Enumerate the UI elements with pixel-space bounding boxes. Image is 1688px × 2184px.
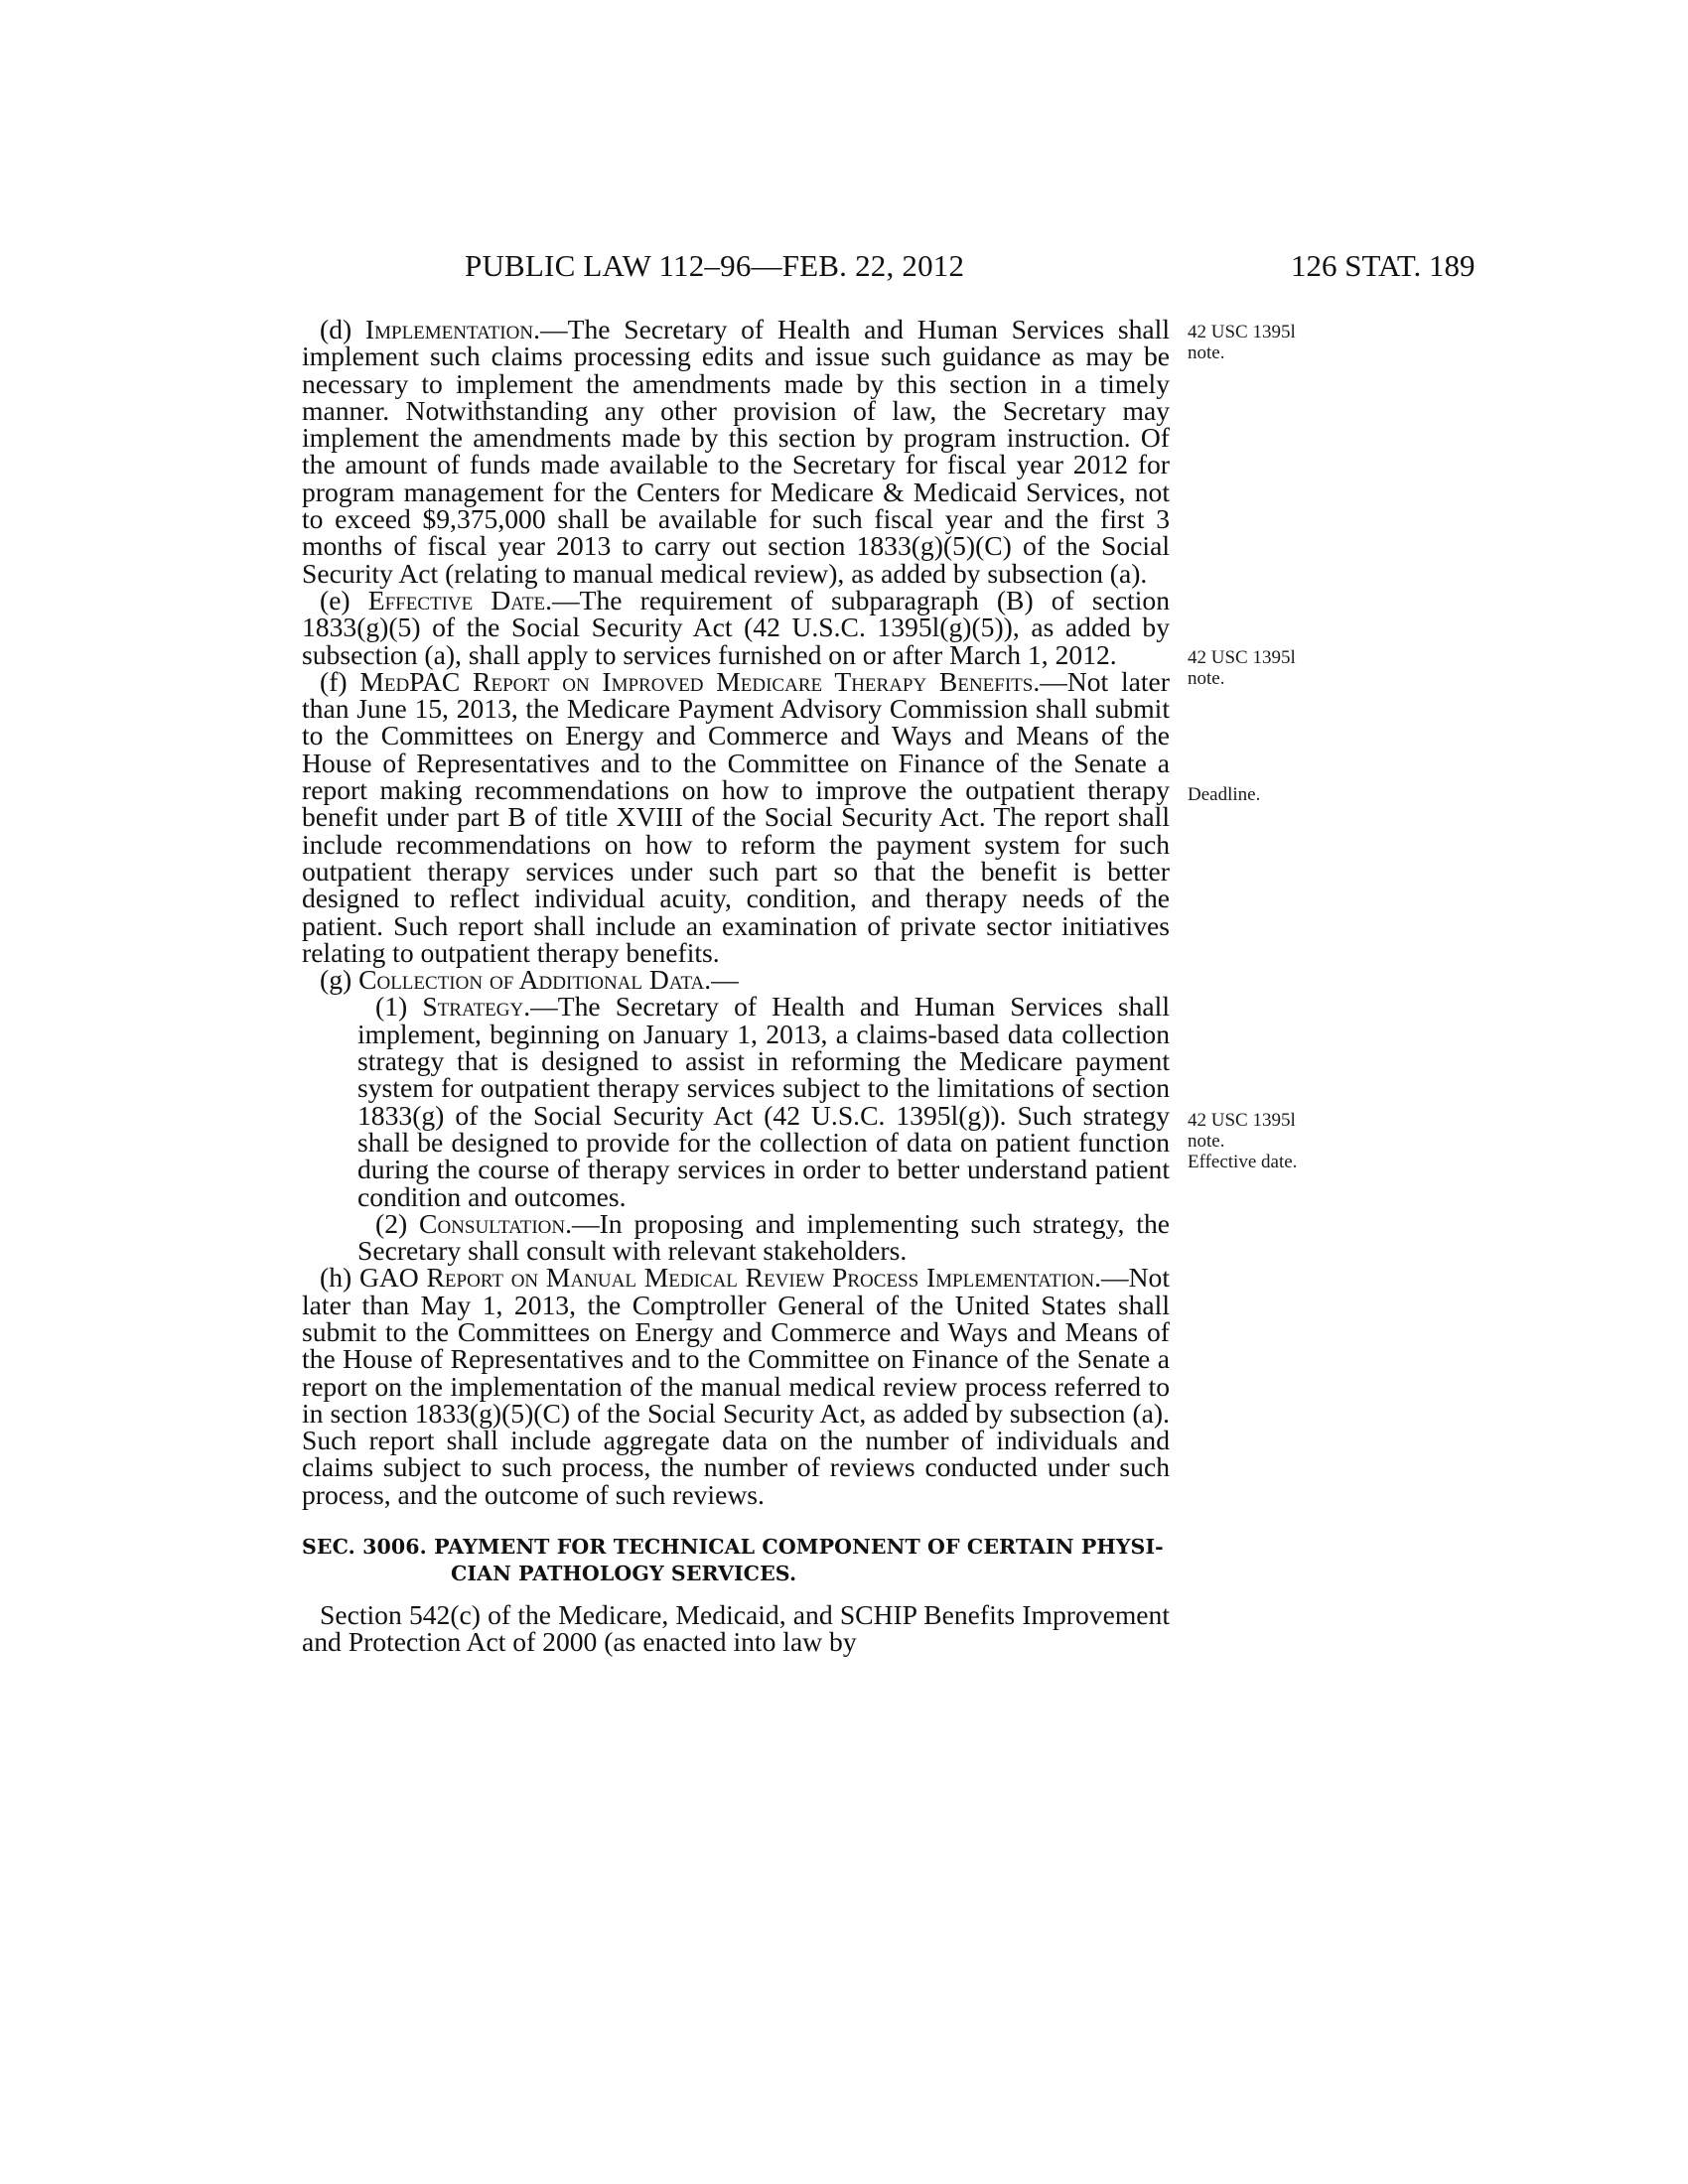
- margin-note-usc-e: [1188, 647, 1296, 689]
- subsection-e-heading: Effective Date: [367, 584, 546, 615]
- margin-note-usc-d-note: note.: [1188, 342, 1225, 363]
- margin-note-deadline: Deadline.: [1188, 784, 1261, 805]
- subsection-g-heading: Collection of Additional Data: [358, 964, 705, 996]
- subsection-d-text: .—The Secretary of Health and Human Services shall implement such claims processing edits and issue such guidance as may be necessary to implement the amendments made by this section in a timely manner. Notwithstanding any other provision of law, the Secretary may implement the amendments made by this section by program instruction. Of the amount of funds made available to the Secretary for fiscal year 2012 for program management for the Centers for Medicare & Medicaid Services, not to exceed $9,375,000 shall be available for such fiscal year and the first 3 months of fiscal year 2013 to carry out section 1833(g)(5)(C) of the Social Security Act (relating to manual medical review), as added by subsection (a).: [302, 314, 1170, 589]
- paragraph-g1-label: (1): [375, 991, 423, 1023]
- paragraph-g1-text: .—The Secretary of Health and Human Services shall implement, beginning on January 1, 2013, a claims-based data collection strategy that is designed to assist in reforming the Medicare payment system for outpatient therapy services subject to the limitations of section 1833(g) of the Social Security Act (42 U.S.C. 1395l(g)). Such strategy shall be designed to provide for the collection of data on patient function during the course of therapy services in order to better understand patient condition and outcomes.: [357, 991, 1170, 1212]
- section-3006-heading: SEC. 3006. PAYMENT FOR TECHNICAL COMPONENT OF CERTAIN PHYSICIAN PATHOLOGY SERVICES.: [302, 1535, 1164, 1586]
- margin-note-usc-d-citation: 42 USC 1395l: [1188, 322, 1296, 342]
- section-3006-text: Section 542(c) of the Medicare, Medicaid, and SCHIP Benefits Improvement and Protection Act of 2000 (as enacted into law by: [302, 1599, 1170, 1658]
- margin-note-usc-g-note: note.: [1188, 1131, 1225, 1152]
- subsection-d-heading: Implementation: [364, 314, 534, 344]
- subsection-f: [302, 665, 1170, 968]
- margin-note-usc-g-citation: 42 USC 1395l: [1188, 1110, 1296, 1131]
- paragraph-g1-heading: Strategy: [422, 991, 524, 1023]
- subsection-h: [302, 1264, 1170, 1508]
- subsection-f-label: (f): [320, 665, 360, 697]
- paragraph-g2-label: (2): [375, 1207, 420, 1239]
- paragraph-g1: [357, 991, 1170, 1212]
- subsection-e: [302, 584, 1170, 670]
- subsection-h-text: .—Not later than May 1, 2013, the Comptroller General of the United States shall submit to the Committees on Energy and Commerce and Ways and Means of the House of Representatives and to the Committee on Finance of the Senate a report on the implementation of the manual medical review process referred to in section 1833(g)(5)(C) of the Social Security Act, as added by subsection (a). Such report shall include aggregate data on the number of individuals and claims subject to such process, the number of reviews conducted under such process, and the outcome of such reviews.: [302, 1262, 1171, 1510]
- margin-note-effective-date: Effective date.: [1188, 1152, 1298, 1172]
- subsection-e-label: (e): [320, 584, 368, 615]
- subsection-g: [302, 964, 1170, 996]
- paragraph-g2-text: .—In proposing and implementing such strategy, the Secretary shall consult with relevant stakeholders.: [357, 1207, 1171, 1267]
- paragraph-g2: [357, 1207, 1171, 1267]
- subsection-d: [302, 316, 1170, 587]
- subsection-d-label: (d): [320, 314, 365, 344]
- paragraph-g2-heading: Consultation: [419, 1207, 566, 1239]
- body-text-column: [302, 316, 1170, 1656]
- margin-note-usc-g: [1188, 1110, 1297, 1172]
- subsection-h-heading: GAO Report on Manual Medical Review Process Implementation: [358, 1262, 1095, 1294]
- subsection-h-label: (h): [320, 1262, 359, 1294]
- running-header-stat-page: 126 STAT. 189: [1291, 248, 1476, 283]
- subsection-f-text: .—Not later than June 15, 2013, the Medicare Payment Advisory Commission shall submit to the Committees on Energy and Commerce and Ways and Means of the House of Representatives and to the Committee on Finance of the Senate a report making recommendations on how to improve the outpatient therapy benefit under part B of title XVIII of the Social Security Act. The report shall include recommendations on how to reform the payment system for such outpatient therapy services under such part so that the benefit is better designed to reflect individual acuity, condition, and therapy needs of the patient. Such report shall include an examination of private sector initiatives relating to outpatient therapy benefits.: [302, 665, 1170, 968]
- margin-note-usc-e-citation: 42 USC 1395l: [1188, 647, 1296, 668]
- margin-note-usc-e-note: note.: [1188, 668, 1225, 689]
- subsection-e-text: .—The requirement of subparagraph (B) of section 1833(g)(5) of the Social Security Act (42 U.S.C. 1395l(g)(5)), as added by subsection (a), shall apply to services furnished on or after March 1, 2012.: [302, 584, 1170, 670]
- subsection-g-text: .—: [704, 964, 739, 996]
- subsection-f-heading: MedPAC Report on Improved Medicare Therapy Benefits: [359, 665, 1034, 697]
- margin-note-usc-d: [1188, 322, 1296, 363]
- running-header-title: PUBLIC LAW 112–96—FEB. 22, 2012: [465, 248, 965, 283]
- subsection-g-label: (g): [320, 964, 359, 996]
